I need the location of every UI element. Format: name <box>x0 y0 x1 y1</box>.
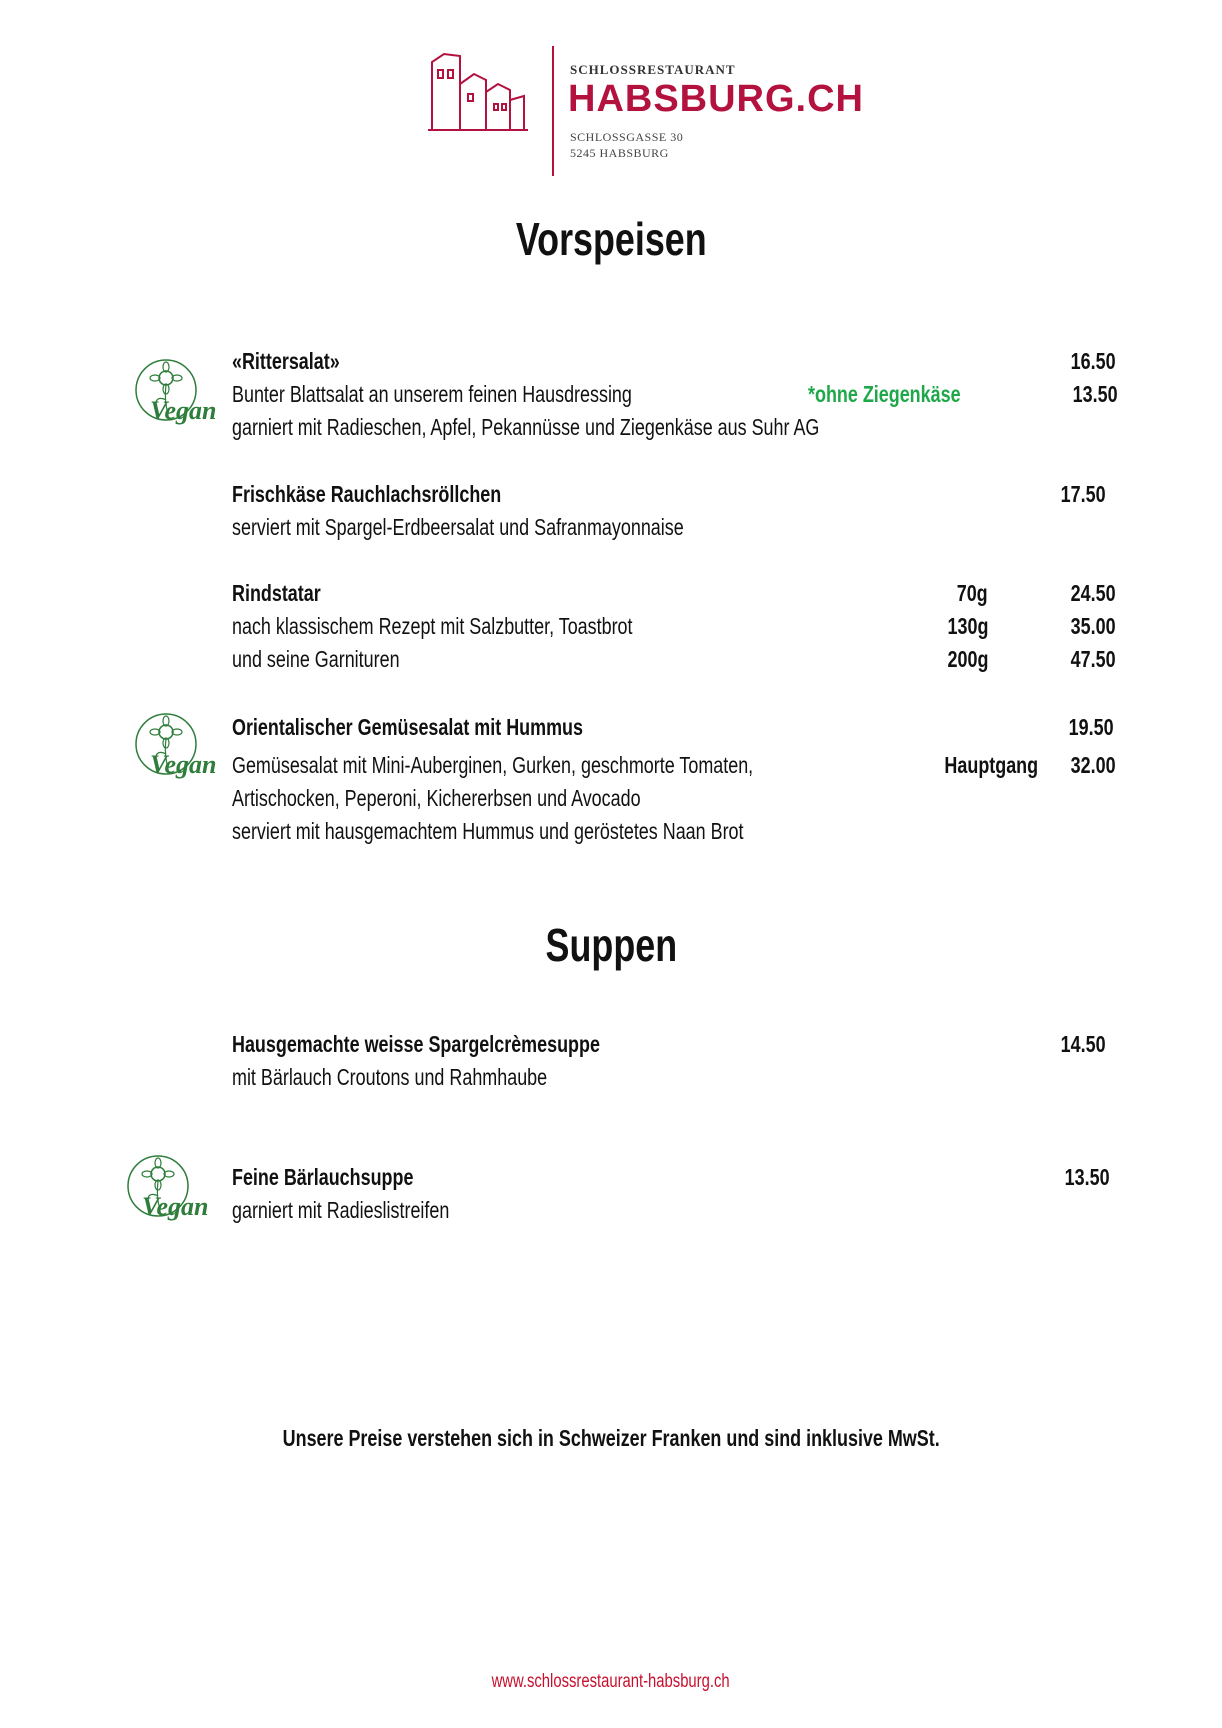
castle-icon <box>424 44 544 134</box>
section-title-vorspeisen: Vorspeisen <box>515 213 707 265</box>
item-variant-note: *ohne Ziegenkäse <box>808 381 961 407</box>
address-line-1: SCHLOSSGASSE 30 <box>570 130 684 144</box>
item-name: Hausgemachte weisse Spargelcrèmesuppe <box>232 1031 600 1057</box>
item-price: 14.50 <box>1061 1031 1106 1057</box>
item-name: Rindstatar <box>232 580 321 606</box>
item-description: und seine Garnituren <box>232 646 400 672</box>
item-name: «Rittersalat» <box>232 348 340 374</box>
item-price: 16.50 <box>1071 348 1116 374</box>
item-description: Bunter Blattsalat an unserem feinen Hausdressing <box>232 381 632 407</box>
vegan-badge <box>120 1148 216 1228</box>
item-price: 24.50 <box>1071 580 1116 606</box>
item-description: nach klassischem Rezept mit Salzbutter, Toastbrot <box>232 613 633 639</box>
item-description: Artischocken, Peperoni, Kichererbsen und Avocado <box>232 785 641 811</box>
item-price: 13.50 <box>1065 1164 1110 1190</box>
section-title-suppen: Suppen <box>545 919 677 971</box>
item-name: Frischkäse Rauchlachsröllchen <box>232 481 502 507</box>
price-note: Unsere Preise verstehen sich in Schweizer Franken und sind inklusive MwSt. <box>282 1425 940 1451</box>
vegan-label: Vegan <box>150 396 217 425</box>
item-name: Feine Bärlauchsuppe <box>232 1164 414 1190</box>
item-description: garniert mit Radieslistreifen <box>232 1197 450 1223</box>
item-description: serviert mit Spargel-Erdbeersalat und Safranmayonnaise <box>232 514 684 540</box>
item-main-price: 32.00 <box>1071 752 1116 778</box>
item-name: Orientalischer Gemüsesalat mit Hummus <box>232 714 583 740</box>
item-price: 19.50 <box>1069 714 1114 740</box>
item-size: 130g <box>947 613 988 639</box>
item-size: 200g <box>947 646 988 672</box>
vegan-label: Vegan <box>150 750 217 779</box>
logo-name: HABSBURG.CH <box>568 78 864 120</box>
website-link[interactable]: www.schlossrestaurant-habsburg.ch <box>491 1671 731 1692</box>
logo-divider <box>552 46 554 176</box>
logo <box>420 40 864 180</box>
logo-top-text: SCHLOSSRESTAURANT <box>570 62 736 77</box>
vegan-badge <box>128 706 224 786</box>
item-variant-price: 13.50 <box>1073 381 1118 407</box>
item-price: 47.50 <box>1071 646 1116 672</box>
item-description: Gemüsesalat mit Mini-Auberginen, Gurken, geschmorte Tomaten, <box>232 752 754 778</box>
item-description: garniert mit Radieschen, Apfel, Pekannüsse und Ziegenkäse aus Suhr AG <box>232 414 820 440</box>
item-main-label: Hauptgang <box>944 752 1038 778</box>
item-price: 35.00 <box>1071 613 1116 639</box>
vegan-label: Vegan <box>142 1192 209 1221</box>
item-size: 70g <box>957 580 988 606</box>
item-description: mit Bärlauch Croutons und Rahmhaube <box>232 1064 548 1090</box>
address-line-2: 5245 HABSBURG <box>570 146 669 160</box>
item-description: serviert mit hausgemachtem Hummus und geröstetes Naan Brot <box>232 818 744 844</box>
vegan-badge <box>128 352 224 432</box>
item-price: 17.50 <box>1061 481 1106 507</box>
